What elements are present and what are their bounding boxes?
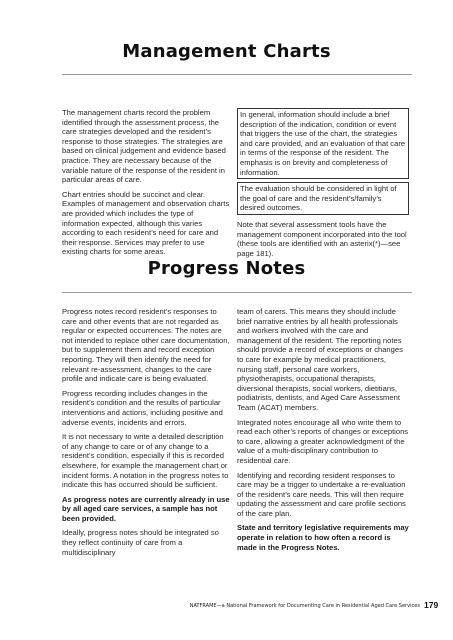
paragraph: Progress notes record resident’s responses to care and other events that are not regarded as regular or expected occurrences. The notes are not intended to replace other care documentation, but to supplement them and record exception reporting. They will then identify the need for relevant re-assessment, changes to the care profile and indicate care is being evaluated. [62, 307, 230, 384]
management-left-column [62, 108, 230, 262]
title-divider [62, 292, 412, 293]
progress-left-column [62, 307, 230, 562]
boxed-paragraph: In general, information should include a brief description of the indication, condition or event that triggers the use of the chart, the strategies and care provided, and an evaluation of that care in terms of the response of the resident. The emphasis is on brevity and completeness of information. [237, 108, 409, 179]
bold-paragraph: As progress notes are currently already in use by all aged care services, a sample has not been provided. [62, 494, 230, 523]
management-right-column [237, 108, 409, 263]
paragraph: Ideally, progress notes should be integrated so they reflect continuity of care from a multidisciplinary [62, 528, 219, 557]
paragraph: It is not necessary to write a detailed description of any change to care or of any change to a resident’s condition, especially if this is recorded elsewhere, for example the management chart or incident forms. A notation in the progress notes to indicate this has occurred should be sufficient. [62, 432, 229, 490]
paragraph: The management charts record the problem identified through the assessment process, the care strategies developed and the resident’s response to those strategies. The strategies are based on clinical judgement and evidence based practice. They are necessary because of the variable nature of the response of the resident in particular areas of care. [62, 108, 226, 185]
paragraph: Note that several assessment tools have the management component incorporated into the tool (these tools are identified with an asterix(*)—see page 181). [237, 219, 407, 258]
paragraph: Progress recording includes changes in the resident’s condition and the results of particular interventions and actions, including positive and adverse events, incidents and errors. [62, 388, 223, 427]
title-divider [62, 74, 412, 75]
section-title-management-charts: Management Charts [122, 41, 331, 62]
progress-right-column [237, 307, 409, 557]
paragraph: Identifying and recording resident responses to care may be a trigger to undertake a re-evaluation of the resident’s care needs. This will then require updating the assessment and care profile sections of the care plan. [237, 470, 406, 518]
paragraph: Chart entries should be succinct and clear. Examples of management and observation charts are provided which includes the type of information expected, although this varies according to each resident’s need for care and their response. Services may prefer to use existing charts for some areas. [62, 189, 230, 257]
bold-paragraph: State and territory legislative requirements may operate in relation to how often a record is made in the Progress Notes. [237, 523, 409, 552]
running-footer: NATFRAME—a National Framework for Documenting Care in Residential Aged Care Services [189, 603, 420, 609]
page-number: 179 [424, 600, 439, 610]
paragraph: Integrated notes encourage all who write them to read each other’s reports of changes or exceptions to care, allowing a greater acknowledgment of the value of a multi-disciplinary contribution to residential care. [237, 417, 409, 465]
paragraph: team of carers. This means they should include brief narrative entries by all health professionals and workers involved with the care and management of the resident. The reporting notes should provide a record of exceptions or changes to care for example by medical practitioners, nursing staff, personal care workers, physiotherapists, occupational therapists, diversional therapists, social workers, dietitians, podiatrists, dentists, and Aged Care Assessment Team (ACAT) members. [237, 307, 403, 412]
section-title-progress-notes: Progress Notes [147, 258, 306, 279]
boxed-paragraph: The evaluation should be considered in light of the goal of care and the resident’s/family’s desired outcomes. [237, 182, 409, 215]
